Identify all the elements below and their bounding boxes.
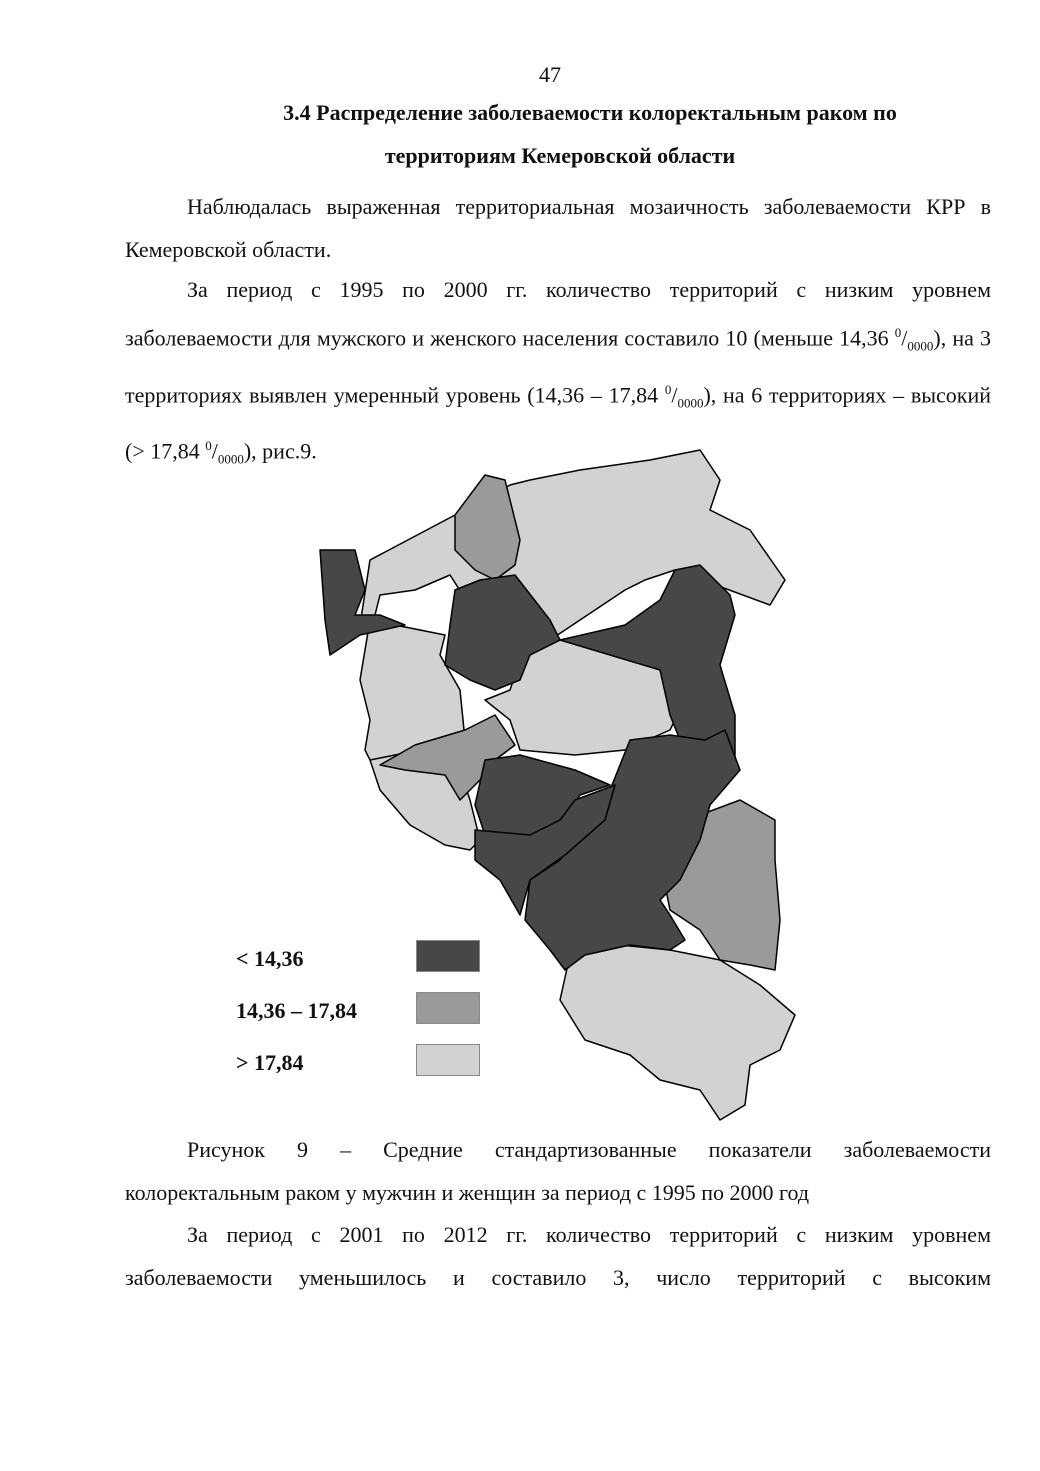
paragraph-1-text: Наблюдалась выраженная территориальная мозаичность заболеваемости КРР в Кемеровской области. (125, 194, 991, 262)
paragraph-3-text: За период с 2001 по 2012 гг. количество территорий с низким уровнем заболеваемости уменьшилось и составило 3, число территорий с высоким (125, 1222, 991, 1290)
legend-item (236, 1044, 496, 1084)
paragraph-3 (125, 1213, 991, 1299)
unit-sub: 0000 (217, 452, 244, 468)
unit-sub: 0000 (677, 395, 704, 411)
paragraph-2-text-a: За период с 1995 по 2000 гг. количество территорий с низким уровнем заболеваемости для мужского и женского населения составило 10 (меньше 14,36 (125, 277, 991, 351)
legend-swatch-high (416, 1044, 480, 1076)
paragraph-2: За период с 1995 по 2000 гг. количество территорий с низким уровнем заболеваемости для мужского и женского населения составило 10 (меньше 14,36 $^0/_{0000}$), на 3 территориях выявлен умеренный уровень (14,36 – 17,84 $^0/_{0000}$), на 6 территориях – высокий (> 17,84 $^0/_{0000}$), рис.9. (125, 277, 991, 468)
legend-label: < 14,36 (236, 946, 304, 971)
map-legend (236, 930, 496, 1090)
legend-item (236, 940, 496, 980)
legend-item (236, 992, 496, 1032)
figure-caption (125, 1128, 991, 1214)
legend-swatch-mid (416, 992, 480, 1024)
legend-label: > 17,84 (236, 1050, 304, 1075)
paragraph-2-text-b: ), на 3 территориях выявлен умеренный уровень (14,36 – 17,84 (125, 325, 991, 408)
section-heading-line-1: 3.4 Распределение заболеваемости колоректальным раком по (283, 100, 897, 125)
paragraph-2-text-c: ), на 6 территориях – высокий (> 17,84 (125, 382, 991, 464)
figure-caption-text: Рисунок 9 – Средние стандартизованные показатели заболеваемости колоректальным раком у мужчин и женщин за период с 1995 по 2000 год (125, 1137, 991, 1205)
unit-sup: 0 (205, 438, 212, 454)
section-heading-line-2: территориям Кемеровской области (384, 143, 736, 168)
unit-sup: 0 (894, 325, 902, 340)
legend-label: 14,36 – 17,84 (236, 998, 357, 1023)
unit-sup: 0 (664, 381, 672, 397)
page-number: 47 (539, 62, 561, 87)
legend-swatch-low (416, 940, 480, 972)
paragraph-1 (125, 185, 991, 271)
paragraph-2-text-d: ), рис.9. (243, 438, 317, 464)
unit-sub: 0000 (907, 338, 934, 354)
map-region (560, 945, 795, 1120)
